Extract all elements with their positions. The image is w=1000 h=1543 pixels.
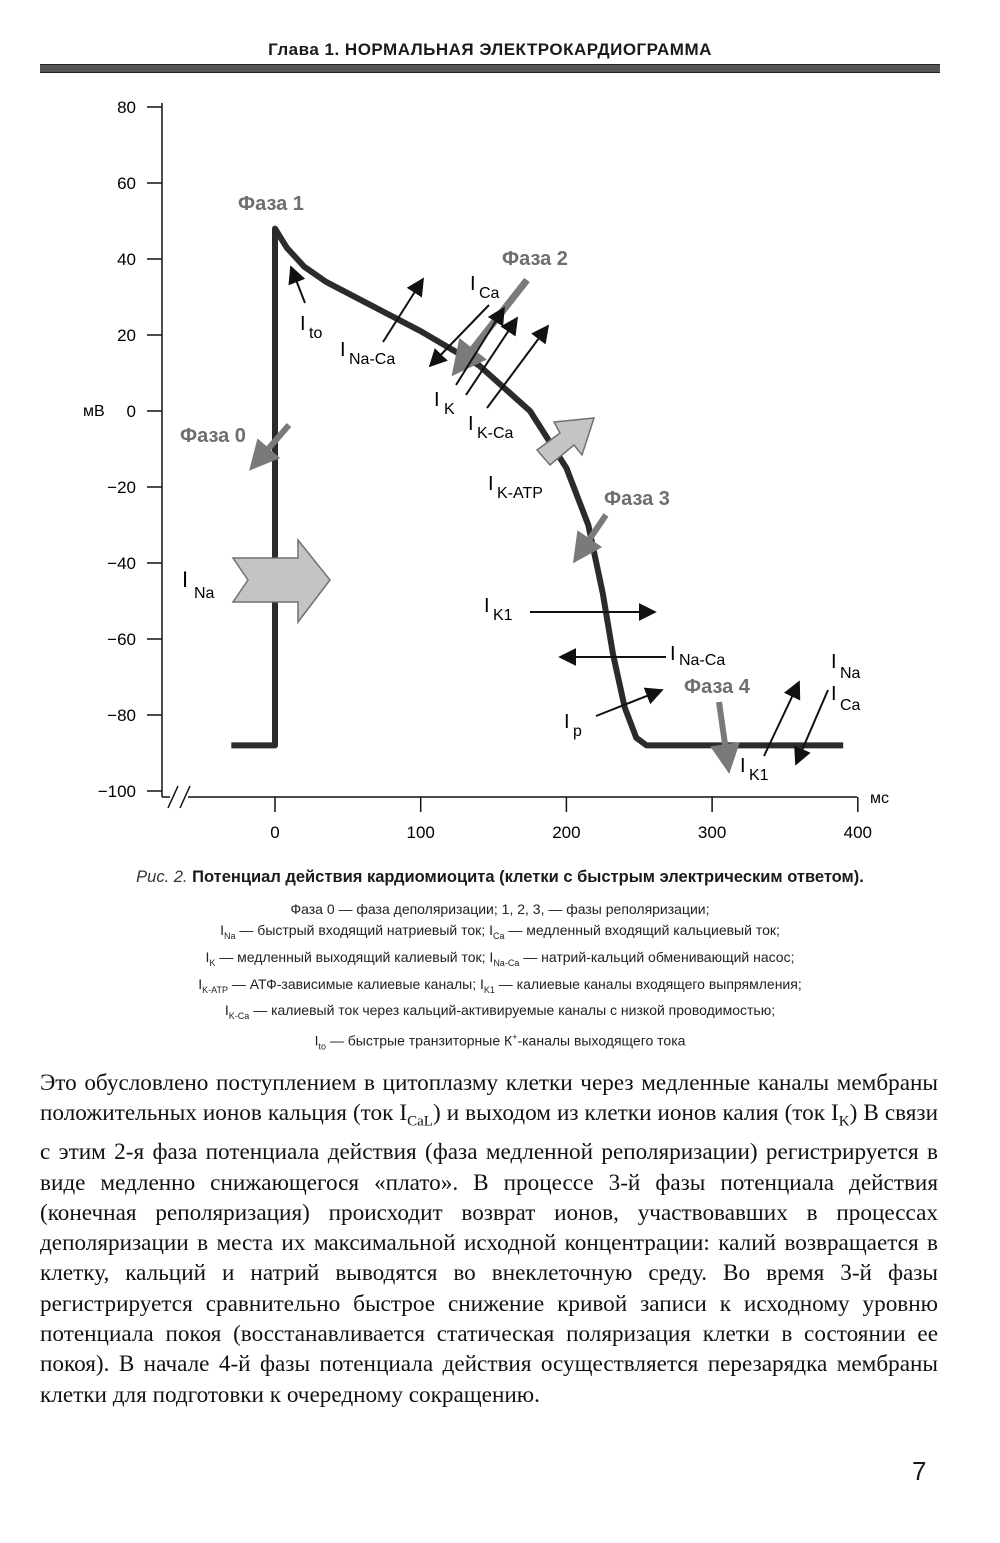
caption-line-5: $I_{K-Ca}$ — калиевый ток через кальций-активируемые каналы с низкой проводимостью;: [224, 1002, 776, 1022]
y-tick-label: −40: [107, 554, 136, 573]
y-tick-label: 40: [117, 250, 136, 269]
phase-0-label: Фаза 0: [180, 425, 246, 447]
svg-text:I: I: [434, 389, 440, 411]
ip-label: [564, 711, 582, 740]
ica-label-1: [470, 273, 500, 302]
svg-text:Ca: Ca: [840, 697, 861, 714]
svg-text:I: I: [564, 711, 570, 733]
svg-text:Na-Ca: Na-Ca: [349, 351, 396, 368]
svg-text:I: I: [468, 413, 474, 435]
svg-text:I: I: [340, 339, 346, 361]
ica-arrow-2: [796, 690, 828, 764]
x-tick-label: 200: [552, 823, 581, 842]
y-tick-label: 0: [126, 402, 136, 421]
phase-4-label: Фаза 4: [684, 676, 750, 698]
x-tick-label: 300: [697, 823, 727, 842]
i-na-label: I: [182, 567, 189, 592]
svg-text:I: I: [488, 473, 494, 495]
chapter-header: Глава 1. НОРМАЛЬНАЯ ЭЛЕКТРОКАРДИОГРАММА: [268, 40, 712, 59]
x-tick-label: 100: [406, 823, 435, 842]
ica-label-2: [831, 683, 861, 714]
ina-big-arrow: [233, 540, 330, 622]
caption-line-2: $I_{Na}$ — быстрый входящий натриевый ток; $I_{Ca}$ — медленный входящий кальциевый ток;: [220, 922, 780, 941]
svg-text:K1: K1: [749, 767, 769, 784]
ito-arrow: [291, 267, 305, 303]
ik-label: [434, 389, 455, 418]
svg-text:Ca: Ca: [479, 285, 500, 302]
y-axis-label: мВ: [83, 403, 105, 420]
svg-text:I: I: [484, 595, 490, 617]
inaca-label-1: [340, 339, 395, 368]
svg-text:K1: K1: [493, 607, 513, 624]
i-na-sub: Na: [194, 585, 215, 602]
body-paragraph: Это обусловлено поступлением в цитоплазму клетки через медленные каналы мембраны положительных ионов кальция (ток $I_{CaL}$) и выходом из клетки ионов калия (ток $I_K$) В связи с этим 2-я фаза потенциала действия (фаза медленной реполяризации) регистрируется в виде медленно снижающегося «плато». В процессе 3-й фазы потенциала действия (конечная реполяризация) происходит возврат ионов, участвовавших в процессах деполяризации в места их максимальной исходной концентрации: калий возвращается в клетку, кальций и натрий выводятся во внеклеточную среду. Во время 3-й фазы регистрируется сравнительно быстрое снижение кривой записи к исходному уровню потенциала покоя (восстанавливается статическая поляризация клетки в состоянии ее покоя). В начале 4-й фазы потенциала действия осуществляется перезарядка мембраны клетки для подготовки к очередному сокращению.: [40, 1070, 938, 1408]
ina-label-2: [831, 651, 861, 682]
svg-text:p: p: [573, 723, 582, 740]
page-number: 7: [912, 1456, 927, 1486]
svg-text:I: I: [670, 643, 676, 665]
y-tick-label: 80: [117, 98, 136, 117]
y-tick-label: 20: [117, 326, 136, 345]
svg-text:Na: Na: [840, 665, 861, 682]
x-axis-label: мс: [870, 790, 889, 807]
y-tick-label: 60: [117, 174, 136, 193]
ito-label: [300, 313, 322, 342]
ik1-label: [484, 595, 513, 624]
ik1-label-2: [740, 755, 769, 784]
y-tick-label: −60: [107, 630, 136, 649]
svg-text:I: I: [740, 755, 746, 777]
svg-text:I: I: [470, 273, 476, 295]
ik-ca-block-arrow: [537, 418, 594, 465]
svg-text:K: K: [444, 401, 455, 418]
ikca-label: [468, 413, 514, 442]
svg-text:I: I: [831, 651, 837, 673]
figure-caption: [40, 868, 960, 1058]
caption-label: Рис. 2.: [136, 868, 188, 886]
phase-2-label: Фаза 2: [502, 248, 568, 270]
y-tick-label: −100: [97, 782, 136, 801]
svg-text:I: I: [831, 683, 837, 705]
phase-1-label: Фаза 1: [238, 193, 304, 215]
svg-text:Na-Ca: Na-Ca: [679, 652, 726, 669]
y-tick-label: −80: [107, 706, 136, 725]
caption-line-4: $I_{K-ATP}$ — АТФ-зависимые калиевые каналы; $I_{K1}$ — калиевые каналы входящего выпрямления;: [198, 975, 802, 995]
ikca-arrow: [487, 326, 548, 408]
caption-line-6: $I_{to}$ — быстрые транзиторные К+-каналы выходящего тока: [314, 1032, 686, 1052]
inaca-label-2: [670, 643, 725, 669]
x-tick-label: 400: [843, 823, 872, 842]
phase-3-label: Фаза 3: [604, 488, 670, 510]
svg-text:K-Ca: K-Ca: [477, 425, 514, 442]
phase-4-arrow: [719, 702, 728, 765]
y-tick-label: −20: [107, 478, 136, 497]
svg-text:I: I: [300, 313, 306, 335]
caption-line-1: Фаза 0 — фаза деполяризации; 1, 2, 3, — фазы реполяризации;: [290, 901, 710, 917]
x-tick-label: 0: [270, 823, 280, 842]
svg-text:K-ATP: K-ATP: [497, 485, 543, 502]
svg-text:to: to: [309, 325, 323, 342]
caption-title-text: Потенциал действия кардиомиоцита (клетки с быстрым электрическим ответом).: [192, 868, 864, 886]
ikatp-label: [488, 473, 543, 502]
caption-line-3: $I_K$ — медленный выходящий калиевый ток; $I_{Na-Ca}$ — натрий-кальций обменивающий насос;: [205, 948, 795, 968]
caption-title: [40, 868, 960, 887]
